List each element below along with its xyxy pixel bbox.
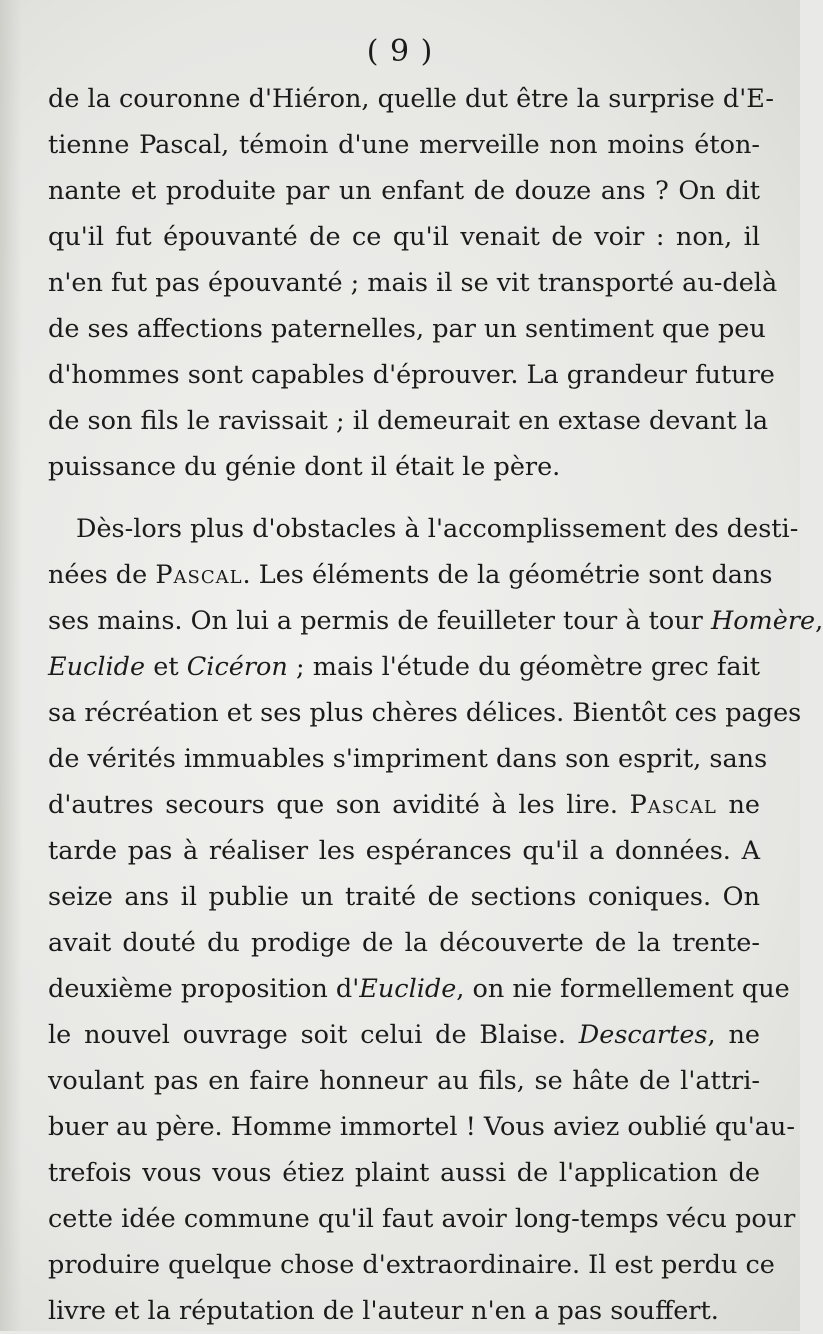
text-line: Euclide et Cicéron ; mais l'étude du géomètre grec fait bbox=[48, 652, 760, 682]
text-line: de la couronne d'Hiéron, quelle dut être la surprise d'E- bbox=[48, 84, 774, 114]
text-line: tarde pas à réaliser les espérances qu'il a données. A bbox=[48, 836, 760, 866]
text-line: cette idée commune qu'il faut avoir long-temps vécu pour bbox=[48, 1204, 796, 1234]
text-line: tienne Pascal, témoin d'une merveille non moins éton- bbox=[48, 130, 760, 160]
text-line: n'en fut pas épouvanté ; mais il se vit transporté au-delà bbox=[48, 268, 778, 298]
paragraph bbox=[48, 76, 778, 490]
text-line: puissance du génie dont il était le père. bbox=[48, 452, 561, 482]
paragraph-gap bbox=[48, 490, 760, 506]
text-line: qu'il fut épouvanté de ce qu'il venait de voir : non, il bbox=[48, 222, 760, 252]
text-line: sa récréation et ses plus chères délices. Bientôt ces pages bbox=[48, 698, 802, 728]
text-line: de vérités immuables s'impriment dans son esprit, sans bbox=[48, 744, 768, 774]
paragraph bbox=[48, 506, 823, 1334]
text-line: seize ans il publie un traité de sections coniques. On bbox=[48, 882, 760, 912]
text-line: de son fils le ravissait ; il demeurait en extase devant la bbox=[48, 406, 769, 436]
text-line: livre et la réputation de l'auteur n'en a pas souffert. bbox=[48, 1296, 719, 1326]
text-line: nante et produite par un enfant de douze ans ? On dit bbox=[48, 176, 760, 206]
italic-name: Cicéron bbox=[186, 652, 288, 682]
text-line: le nouvel ouvrage soit celui de Blaise. Descartes, ne bbox=[48, 1020, 760, 1050]
text-line: produire quelque chose d'extraordinaire. Il est perdu ce bbox=[48, 1250, 775, 1280]
italic-name: Descartes bbox=[578, 1020, 708, 1050]
text-line: avait douté du prodige de la découverte de la trente- bbox=[48, 928, 760, 958]
text-line: Dès-lors plus d'obstacles à l'accomplissement des desti- bbox=[76, 514, 799, 544]
text-line: trefois vous vous étiez plaint aussi de l'application de bbox=[48, 1158, 760, 1188]
text-line: deuxième proposition d'Euclide, on nie formellement que bbox=[48, 974, 790, 1004]
italic-name: Euclide bbox=[359, 974, 457, 1004]
italic-name: Homère bbox=[710, 606, 816, 636]
small-caps-name: Pascal bbox=[155, 560, 243, 590]
italic-name: Euclide bbox=[48, 652, 146, 682]
text-line: voulant pas en faire honneur au fils, se hâte de l'attri- bbox=[48, 1066, 760, 1096]
page-number: ( 9 ) bbox=[366, 34, 434, 69]
body-text bbox=[48, 76, 823, 1334]
text-line: ses mains. On lui a permis de feuilleter tour à tour Homère, bbox=[48, 606, 823, 636]
text-line: d'hommes sont capables d'éprouver. La grandeur future bbox=[48, 360, 775, 390]
text-line: buer au père. Homme immortel ! Vous aviez oublié qu'au- bbox=[48, 1112, 795, 1142]
text-line: de ses affections paternelles, par un sentiment que peu bbox=[48, 314, 766, 344]
text-line: nées de Pascal. Les éléments de la géométrie sont dans bbox=[48, 560, 773, 590]
small-caps-name: Pascal bbox=[629, 790, 717, 820]
text-line: d'autres secours que son avidité à les lire. Pascal ne bbox=[48, 790, 760, 820]
